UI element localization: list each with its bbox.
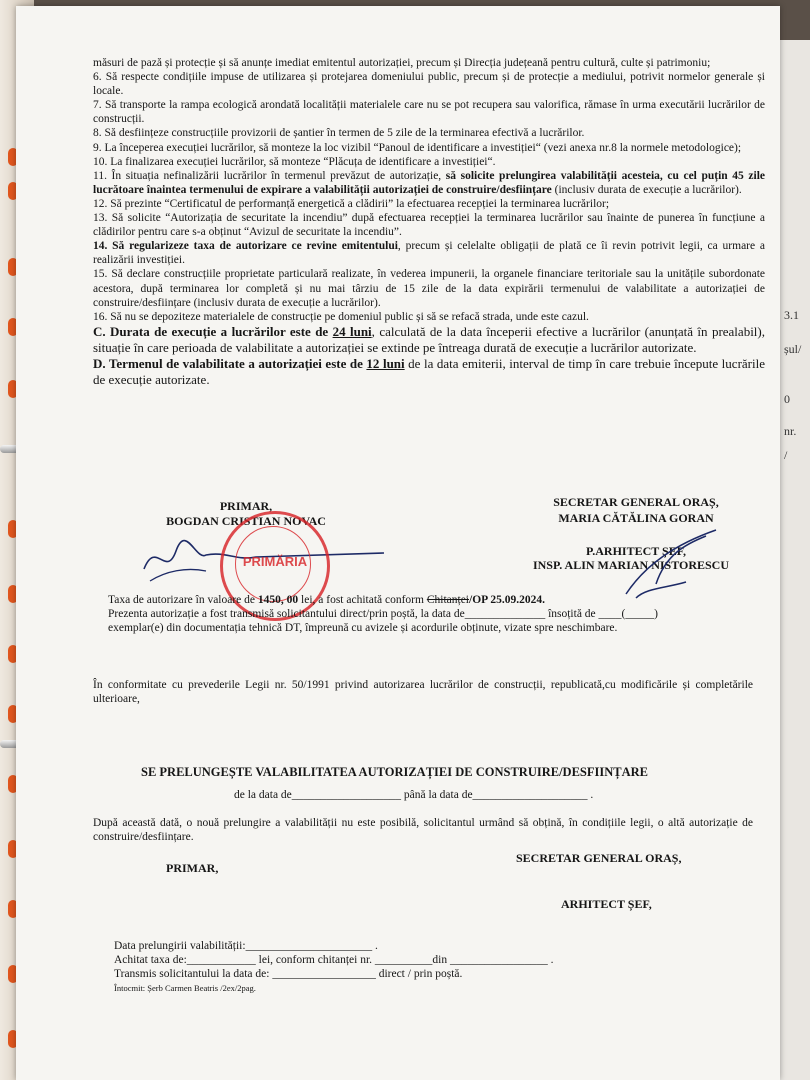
- architect-signature: [616, 524, 726, 604]
- paragraph-10: 10. La finalizarea execuției lucrărilor, să monteze “Plăcuța de identificare a investiției“.: [93, 155, 496, 168]
- stamp-text: PRIMĂRIA: [242, 554, 308, 569]
- fee-text: Taxa de autorizare în valoare de: [108, 594, 258, 606]
- background-text: 0: [784, 392, 790, 406]
- paragraph-13: 13. Să solicite “Autorizația de securitate la incendiu” după efectuarea recepției la terminarea lucrărilor sau înainte de punerea în funcțiune a clădirilor pentru care s-a obținut “Avizul de securitate la incendiu”.: [93, 212, 765, 239]
- paragraph-14: [93, 239, 765, 267]
- pd-bold: D. Termenul de valabilitate a autorizației este de: [93, 356, 367, 372]
- p11-bold: să solicite prelungirea valabilității acesteia, cu cel puțin 45 zile lucrătoare înaintea termenului de expirare a valabilității autorizației de construire/desființare: [93, 169, 765, 196]
- document-page: [16, 6, 780, 1080]
- background-text: 3.1: [784, 308, 799, 322]
- paragraph-8: 8. Să desființeze construcțiile provizorii de șantier în termen de 5 zile de la terminarea efectivă a lucrărilor.: [93, 127, 585, 140]
- architect-name: INSP. ALIN MARIAN NISTORESCU: [532, 558, 730, 572]
- footer-extension-date: Data prelungirii valabilității:______________________ .: [114, 940, 378, 952]
- fee-amount: 1450, 00: [257, 594, 299, 606]
- pc-bold: C. Durata de execuție a lucrărilor este de: [93, 323, 333, 339]
- paragraph-11: [93, 169, 765, 197]
- obligations-list: [93, 56, 765, 389]
- paragraph-7: 7. Să transporte la rampa ecologică arondată localității materialele care nu se pot recupera sau valorifica, rămase în urma executării lucrărilor de construcții.: [93, 99, 765, 126]
- extension-architect: ARHITECT ȘEF,: [561, 897, 652, 911]
- pc-duration: 24 luni: [332, 323, 372, 339]
- fee-line-1: [108, 594, 545, 606]
- background-text: /: [784, 448, 788, 462]
- paragraph-16: 16. Să nu se depoziteze materialele de construcție pe domeniul public și să se refacă strada, unde este cazul.: [93, 310, 589, 323]
- fee-op: /OP 25.09.2024.: [469, 594, 546, 606]
- extension-dates: de la data de___________________ până la data de____________________ .: [234, 789, 594, 801]
- pd-text: de la data emiterii, interval de timp în care trebuie începute lucrările de execuție autorizate.: [93, 356, 765, 388]
- fee-line-3: exemplar(e) din documentația tehnică DT, împreună cu avizele și acordurile obținute, vizate spre neschimbare.: [108, 622, 618, 634]
- fee-line-2: Prezenta autorizație a fost transmisă solicitantului direct/prin poștă, la data de______________ însoțită de ____(_____): [108, 608, 658, 620]
- background-text: șul/: [784, 342, 802, 356]
- extension-note: După această dată, o nouă prelungire a valabilității nu este posibilă, solicitantul urmând să obțină, în condițiile legii, o altă autorizație de construire/desființare.: [93, 817, 753, 844]
- extension-mayor: PRIMAR,: [166, 861, 219, 875]
- mayor-name: BOGDAN CRISTIAN NOVAC: [166, 514, 326, 528]
- fee-receipt: Chitanței: [426, 594, 469, 606]
- p11-text: 11. În situația nefinalizării lucrărilor în termenul prevăzut de autorizație,: [93, 169, 446, 182]
- p14-text: , precum și celelalte obligații de plată ce îi revin potrivit legii, ca urmare a realizării investiției.: [93, 240, 765, 267]
- paragraph-intro: măsuri de pază și protecție și să anunțe imediat emitentul autorizației, precum și Direcția județeană pentru cultură, culte și patrimoniu;: [93, 57, 711, 69]
- footer-transmitted: Transmis solicitantului la data de: __________________ direct / prin poștă.: [114, 968, 463, 980]
- secretary-name: MARIA CĂTĂLINA GORAN: [558, 511, 714, 525]
- paragraph-6: 6. Să respecte condițiile impuse de utilizarea și protejarea domeniului public, precum și de protecție a mediului, potrivit normelor generale și locale.: [93, 71, 765, 98]
- p14-bold: 14. Să regularizeze taxa de autorizare ce revine emitentului: [93, 240, 398, 253]
- conformity-note: În conformitate cu prevederile Legii nr. 50/1991 privind autorizarea lucrărilor de construcții, republicată,cu modificările și completările ulterioare,: [93, 679, 753, 706]
- paragraph-12: 12. Să prezinte “Certificatul de performanță energetică a clădirii” la efectuarea recepției la terminarea lucrărilor;: [93, 197, 610, 210]
- paragraph-c: [93, 324, 765, 356]
- mayor-title: PRIMAR,: [219, 499, 273, 513]
- paragraph-15: 15. Să declare construcțiile proprietate particulară realizate, în vederea impunerii, la organele financiare teritoriale sau la unitățile subordonate acestora, după terminarea lor completă și nu mai târziu de 15 zile de la data expirării termenului de valabilitate a autorizației de construire/desființare (inclusiv durata de execuție a lucrărilor).: [93, 268, 765, 309]
- pd-validity: 12 luni: [366, 356, 405, 372]
- pc-text: , calculată de la data începerii efective a lucrărilor (anunțată în prealabil), situație în care perioada de valabilitate a autorizației se extinde pe întreaga durată de execuție a lucrărilor autorizate.: [93, 323, 765, 355]
- p11-tail: (inclusiv durata de execuție a lucrărilor).: [551, 183, 742, 196]
- paragraph-d: [93, 356, 765, 388]
- extension-title: SE PRELUNGEȘTE VALABILITATEA AUTORIZAȚIEI DE CONSTRUIRE/DESFIINȚARE: [141, 765, 648, 779]
- fee-text: lei, a fost achitată conform: [298, 594, 427, 606]
- footer-fee: Achitat taxa de:____________ lei, conform chitanței nr. __________din _________________ .: [114, 954, 554, 966]
- architect-title: P.ARHITECT ȘEF,: [586, 544, 686, 558]
- background-text: nr.: [784, 424, 797, 438]
- secretary-title: SECRETAR GENERAL ORAȘ,: [553, 495, 719, 509]
- paragraph-9: 9. La începerea execuției lucrărilor, să monteze la loc vizibil “Panoul de identificare a investiției“ (vezi anexa nr.8 la normele metodologice);: [93, 141, 742, 154]
- extension-secretary: SECRETAR GENERAL ORAȘ,: [516, 851, 682, 865]
- footer-prepared-by: Întocmit: Șerb Carmen Beatris /2ex/2pag.: [114, 983, 256, 993]
